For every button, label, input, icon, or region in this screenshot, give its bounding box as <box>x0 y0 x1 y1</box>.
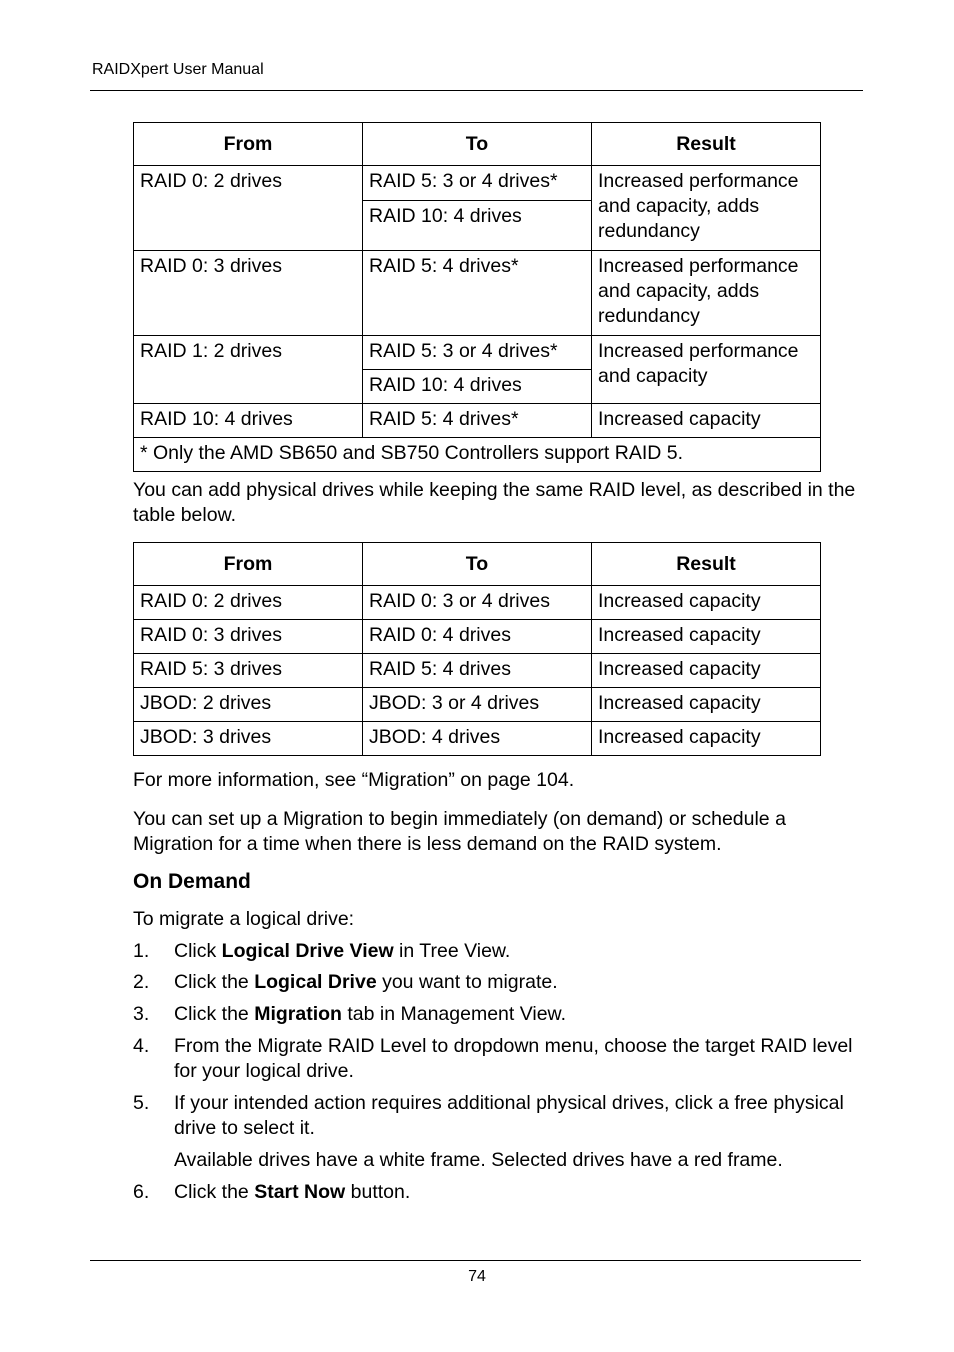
step-text-post: tab in Management View. <box>341 1003 566 1025</box>
level-migration-table <box>133 122 821 472</box>
table-cell-from: RAID 1: 2 drives <box>134 336 363 404</box>
step-text <box>174 939 864 964</box>
step-ui-term: Start Now <box>254 1181 346 1203</box>
table-cell-result: Increased capacity <box>592 404 821 438</box>
table-cell-result: Increased capacity <box>592 620 821 654</box>
column-header: From <box>134 123 363 166</box>
step-text-post: you want to migrate. <box>376 971 558 993</box>
table-row <box>134 404 821 438</box>
section-heading: On Demand <box>133 870 251 893</box>
page-number: 74 <box>468 1268 486 1285</box>
table-row <box>134 722 821 756</box>
table-cell-result: Increased performance and capacity, adds redundancy <box>592 251 821 336</box>
table-footnote-row <box>134 438 821 472</box>
step-text-pre: Click the <box>174 1181 255 1203</box>
table-cell-to: JBOD: 3 or 4 drives <box>363 688 592 722</box>
table-cell-from: RAID 5: 3 drives <box>134 654 363 688</box>
table-cell-result: Increased capacity <box>592 654 821 688</box>
more-info-paragraph: For more information, see “Migration” on page 104. <box>133 769 575 791</box>
column-header: Result <box>592 543 821 586</box>
step-number: 6. <box>133 1181 150 1203</box>
capacity-expansion-table <box>133 542 821 756</box>
table-cell-result: Increased performance and capacity <box>592 336 821 404</box>
table-cell-from: RAID 0: 2 drives <box>134 586 363 620</box>
column-header: From <box>134 543 363 586</box>
table-cell-to: RAID 5: 4 drives* <box>363 404 592 438</box>
step-number: 2. <box>133 971 150 993</box>
step-text <box>174 1180 864 1205</box>
column-header: To <box>363 123 592 166</box>
step-number: 5. <box>133 1092 150 1114</box>
table-cell-to: RAID 10: 4 drives <box>363 370 592 404</box>
header-rule <box>90 90 863 91</box>
step-text-pre: Click <box>174 940 222 962</box>
add-drives-paragraph: You can add physical drives while keeping the same RAID level, as described in the table below. <box>133 479 856 526</box>
column-header: Result <box>592 123 821 166</box>
table-cell-result: Increased capacity <box>592 722 821 756</box>
step-ui-term: Logical Drive View <box>221 940 394 962</box>
table-row <box>134 251 821 336</box>
step-text: If your intended action requires additional physical drives, click a free physical drive to select it. <box>174 1092 844 1139</box>
footer-rule <box>90 1260 861 1261</box>
table-row <box>134 586 821 620</box>
step-text <box>174 1002 864 1027</box>
table-header-row <box>134 543 821 586</box>
table-cell-to: RAID 5: 3 or 4 drives* <box>363 166 592 201</box>
step-number: 3. <box>133 1003 150 1025</box>
step-number: 1. <box>133 940 150 962</box>
table-cell-to: JBOD: 4 drives <box>363 722 592 756</box>
table-cell-to: RAID 10: 4 drives <box>363 200 592 250</box>
step-number: 4. <box>133 1035 150 1057</box>
step-ui-term: Migration <box>254 1003 342 1025</box>
table-row <box>134 166 821 201</box>
table-row <box>134 654 821 688</box>
table-cell-result: Increased performance and capacity, adds redundancy <box>592 166 821 251</box>
table-cell-from: JBOD: 2 drives <box>134 688 363 722</box>
step-text-pre: Click the <box>174 1003 255 1025</box>
table-header-row <box>134 123 821 166</box>
table-cell-from: RAID 0: 2 drives <box>134 166 363 251</box>
table-cell-from: RAID 0: 3 drives <box>134 251 363 336</box>
step-ui-term: Logical Drive <box>254 971 377 993</box>
running-header: RAIDXpert User Manual <box>92 61 264 78</box>
table-row <box>134 688 821 722</box>
table-cell-to: RAID 5: 4 drives* <box>363 251 592 336</box>
table-row <box>134 336 821 370</box>
table-cell-from: RAID 0: 3 drives <box>134 620 363 654</box>
table-cell-result: Increased capacity <box>592 586 821 620</box>
table-cell-to: RAID 5: 4 drives <box>363 654 592 688</box>
table-cell-result: Increased capacity <box>592 688 821 722</box>
table-cell-to: RAID 0: 3 or 4 drives <box>363 586 592 620</box>
table-cell-to: RAID 0: 4 drives <box>363 620 592 654</box>
table-footnote: * Only the AMD SB650 and SB750 Controllers support RAID 5. <box>134 438 821 472</box>
step-text: From the Migrate RAID Level to dropdown menu, choose the target RAID level for your logical drive. <box>174 1035 853 1082</box>
step-text <box>174 970 864 995</box>
step-text-pre: Click the <box>174 971 255 993</box>
column-header: To <box>363 543 592 586</box>
step-text-post: in Tree View. <box>393 940 511 962</box>
table-cell-to: RAID 5: 3 or 4 drives* <box>363 336 592 370</box>
procedure-intro: To migrate a logical drive: <box>133 908 355 930</box>
step-note-text: Available drives have a white frame. Selected drives have a red frame. <box>174 1149 783 1171</box>
schedule-paragraph: You can set up a Migration to begin immediately (on demand) or schedule a Migration for a time when there is less demand on the RAID system. <box>133 808 786 855</box>
table-cell-from: RAID 10: 4 drives <box>134 404 363 438</box>
table-row <box>134 620 821 654</box>
table-cell-from: JBOD: 3 drives <box>134 722 363 756</box>
step-text-post: button. <box>345 1181 411 1203</box>
